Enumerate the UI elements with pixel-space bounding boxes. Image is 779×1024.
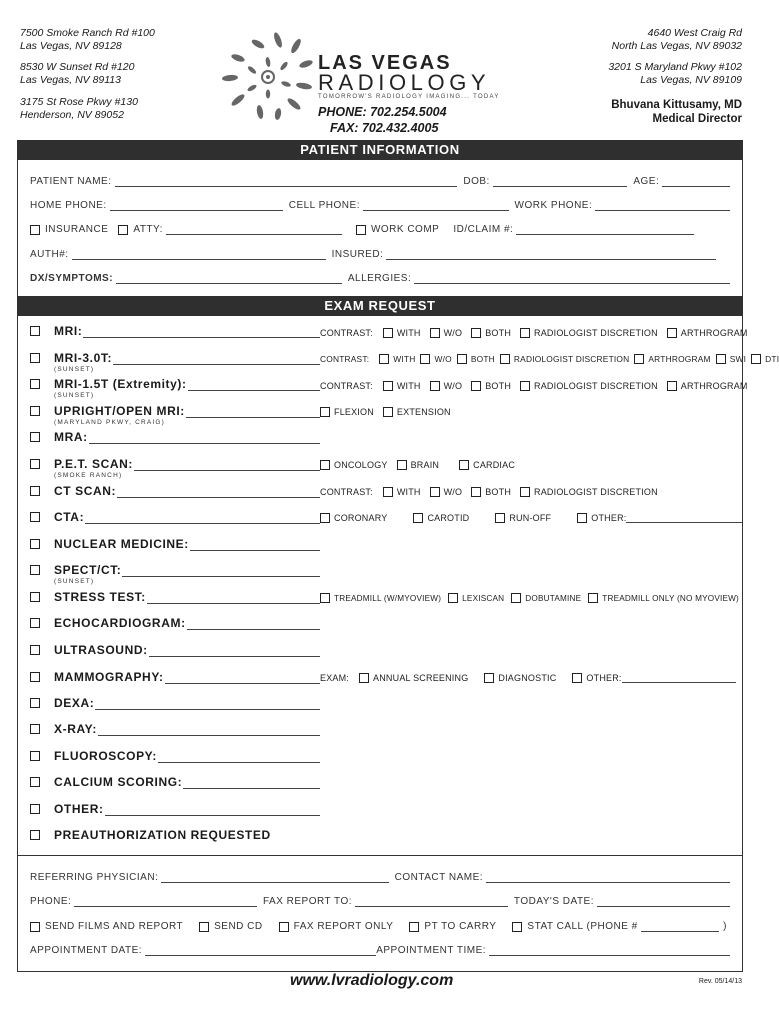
- address-smoke-ranch: 7500 Smoke Ranch Rd #100 Las Vegas, NV 89128: [20, 27, 155, 52]
- exam-request-header: EXAM REQUEST: [17, 296, 743, 316]
- diagnostic-checkbox[interactable]: [484, 673, 494, 683]
- both-checkbox[interactable]: [457, 354, 467, 364]
- exam-item: UPRIGHT/OPEN MRI:: [30, 402, 320, 418]
- mammography-other-field[interactable]: [622, 673, 736, 683]
- arthrogram-checkbox[interactable]: [667, 381, 677, 391]
- treadmill-myoview-checkbox[interactable]: [320, 593, 330, 603]
- exam-field[interactable]: [186, 406, 320, 418]
- las-vegas-radiology-logo-icon: [218, 30, 318, 120]
- address-sunset: 8530 W Sunset Rd #120 Las Vegas, NV 89113: [20, 61, 135, 86]
- with-checkbox[interactable]: [383, 328, 393, 338]
- id-claim-field[interactable]: [516, 225, 694, 235]
- exam-location-note: (SMOKE RANCH): [54, 472, 123, 479]
- exam-field[interactable]: [188, 379, 320, 391]
- with-checkbox[interactable]: [383, 381, 393, 391]
- exam-checkbox[interactable]: [30, 724, 40, 734]
- exam-checkbox[interactable]: [30, 432, 40, 442]
- exam-item: SPECT/CT:: [30, 561, 320, 577]
- flexion-checkbox[interactable]: [320, 407, 330, 417]
- exam-checkbox[interactable]: [30, 459, 40, 469]
- stat-call-phone-field[interactable]: [641, 922, 719, 932]
- brand-wordmark: LAS VEGAS RADIOLOGY TOMORROW'S RADIOLOGY IMAGING... TODAY: [318, 52, 500, 100]
- exam-checkbox[interactable]: [30, 512, 40, 522]
- revision-date: Rev. 05/14/13: [698, 978, 742, 985]
- preauthorization-checkbox[interactable]: [30, 830, 40, 840]
- exam-checkbox[interactable]: [30, 672, 40, 682]
- mri-3t-options: CONTRAST: WITH W/O BOTH RADIOLOGIST DISCRETION ARTHROGRAM SWI DTI: [320, 354, 779, 364]
- address-craig: 4640 West Craig Rd North Las Vegas, NV 89032: [611, 27, 742, 52]
- exam-item: MRI-1.5T (Extremity):: [30, 375, 320, 391]
- medical-director: Bhuvana Kittusamy, MD Medical Director: [611, 99, 742, 125]
- exam-item: MRA:: [30, 428, 320, 444]
- section-divider: [17, 855, 743, 856]
- both-checkbox[interactable]: [471, 381, 481, 391]
- mri-options: CONTRAST: WITH W/O BOTH RADIOLOGIST DISCRETION ARTHROGRAM: [320, 328, 748, 338]
- exam-checkbox[interactable]: [30, 751, 40, 761]
- exam-item: STRESS TEST:: [30, 588, 320, 604]
- exam-item: FLUOROSCOPY:: [30, 747, 320, 763]
- exam-checkbox[interactable]: [30, 406, 40, 416]
- radiologist-discretion-checkbox[interactable]: [500, 354, 510, 364]
- auth-row: AUTH#: INSURED:: [30, 246, 730, 260]
- exam-checkbox[interactable]: [30, 618, 40, 628]
- exam-field[interactable]: [147, 592, 320, 604]
- exam-checkbox[interactable]: [30, 645, 40, 655]
- exam-field[interactable]: [83, 326, 320, 338]
- exam-field[interactable]: [98, 724, 320, 736]
- exam-checkbox[interactable]: [30, 592, 40, 602]
- appointment-date-field[interactable]: [145, 946, 376, 956]
- auth-field[interactable]: [72, 250, 326, 260]
- home-phone-field[interactable]: [110, 201, 283, 211]
- exam-location-note: (MARYLAND PKWY, CRAIG): [54, 419, 166, 426]
- exam-checkbox[interactable]: [30, 486, 40, 496]
- exam-item: MRI:: [30, 322, 320, 338]
- without-checkbox[interactable]: [430, 487, 440, 497]
- send-films-checkbox[interactable]: [30, 922, 40, 932]
- appointment-time-field[interactable]: [489, 946, 730, 956]
- dobutamine-checkbox[interactable]: [511, 593, 521, 603]
- exam-checkbox[interactable]: [30, 353, 40, 363]
- insurance-row: INSURANCE ATTY: WORK COMP ID/CLAIM #:: [30, 221, 730, 235]
- cell-phone-field[interactable]: [363, 201, 509, 211]
- dx-row: DX/SYMPTOMS: ALLERGIES:: [30, 270, 730, 284]
- delivery-row: SEND FILMS AND REPORT SEND CD FAX REPORT ONLY PT TO CARRY STAT CALL (PHONE # ): [30, 918, 730, 932]
- preauthorization-item: PREAUTHORIZATION REQUESTED: [30, 826, 320, 842]
- exam-field[interactable]: [113, 353, 320, 365]
- oncology-checkbox[interactable]: [320, 460, 330, 470]
- upright-mri-options: FLEXION EXTENSION: [320, 405, 460, 419]
- swi-checkbox[interactable]: [716, 354, 726, 364]
- exam-location-note: (SUNSET): [54, 392, 95, 399]
- exam-item: P.E.T. SCAN:: [30, 455, 320, 471]
- contact-name-field[interactable]: [486, 873, 730, 883]
- other-checkbox[interactable]: [572, 673, 582, 683]
- exam-item: CT SCAN:: [30, 482, 320, 498]
- cta-options: CORONARY CAROTID RUN-OFF OTHER:: [320, 511, 742, 525]
- patient-name-row: PATIENT NAME: DOB: AGE:: [30, 173, 730, 187]
- work-phone-field[interactable]: [595, 201, 730, 211]
- exam-item: DEXA:: [30, 694, 320, 710]
- stat-call-checkbox[interactable]: [512, 922, 522, 932]
- exam-checkbox[interactable]: [30, 539, 40, 549]
- exam-checkbox[interactable]: [30, 379, 40, 389]
- exam-item: X-RAY:: [30, 720, 320, 736]
- without-checkbox[interactable]: [430, 328, 440, 338]
- exam-field[interactable]: [183, 777, 320, 789]
- exam-item: ECHOCARDIOGRAM:: [30, 614, 320, 630]
- carotid-checkbox[interactable]: [413, 513, 423, 523]
- patient-information-header: PATIENT INFORMATION: [17, 140, 743, 160]
- dti-checkbox[interactable]: [751, 354, 761, 364]
- allergies-field[interactable]: [414, 274, 730, 284]
- radiologist-discretion-checkbox[interactable]: [520, 487, 530, 497]
- mri-extremity-options: CONTRAST: WITH W/O BOTH RADIOLOGIST DISCRETION ARTHROGRAM: [320, 381, 748, 391]
- exam-field[interactable]: [95, 698, 320, 710]
- ct-options: CONTRAST: WITH W/O BOTH RADIOLOGIST DISCRETION: [320, 487, 658, 497]
- atty-checkbox[interactable]: [118, 225, 128, 235]
- referring-row: REFERRING PHYSICIAN: CONTACT NAME:: [30, 869, 730, 883]
- exam-checkbox[interactable]: [30, 777, 40, 787]
- exam-item: NUCLEAR MEDICINE:: [30, 535, 320, 551]
- exam-location-note: (SUNSET): [54, 366, 95, 373]
- referral-phone-row: PHONE: FAX REPORT TO: TODAY'S DATE:: [30, 893, 730, 907]
- other-checkbox[interactable]: [577, 513, 587, 523]
- coronary-checkbox[interactable]: [320, 513, 330, 523]
- exam-checkbox[interactable]: [30, 804, 40, 814]
- lexiscan-checkbox[interactable]: [448, 593, 458, 603]
- website-url: www.lvradiology.com: [290, 972, 454, 989]
- treadmill-only-checkbox[interactable]: [588, 593, 598, 603]
- exam-field[interactable]: [165, 672, 320, 684]
- insurance-checkbox[interactable]: [30, 225, 40, 235]
- exam-checkbox[interactable]: [30, 326, 40, 336]
- exam-field[interactable]: [187, 618, 320, 630]
- radiologist-discretion-checkbox[interactable]: [520, 328, 530, 338]
- exam-field[interactable]: [117, 486, 320, 498]
- age-field[interactable]: [662, 177, 730, 187]
- patient-name-field[interactable]: [115, 177, 458, 187]
- exam-item: CALCIUM SCORING:: [30, 773, 320, 789]
- arthrogram-checkbox[interactable]: [634, 354, 644, 364]
- address-maryland: 3201 S Maryland Pkwy #102 Las Vegas, NV 89109: [608, 61, 742, 86]
- exam-item: OTHER:: [30, 800, 320, 816]
- annual-screening-checkbox[interactable]: [359, 673, 369, 683]
- referral-phone-field[interactable]: [74, 897, 257, 907]
- exam-field[interactable]: [149, 645, 320, 657]
- exam-item: CTA:: [30, 508, 320, 524]
- without-checkbox[interactable]: [420, 354, 430, 364]
- fax-report-to-field[interactable]: [355, 897, 508, 907]
- pt-to-carry-checkbox[interactable]: [409, 922, 419, 932]
- exam-checkbox[interactable]: [30, 565, 40, 575]
- exam-item: MAMMOGRAPHY:: [30, 668, 320, 684]
- cardiac-checkbox[interactable]: [459, 460, 469, 470]
- run-off-checkbox[interactable]: [495, 513, 505, 523]
- with-checkbox[interactable]: [379, 354, 389, 364]
- exam-field[interactable]: [85, 512, 320, 524]
- pet-options: ONCOLOGY BRAIN CARDIAC: [320, 458, 524, 472]
- exam-item: ULTRASOUND:: [30, 641, 320, 657]
- mammography-options: EXAM: ANNUAL SCREENING DIAGNOSTIC OTHER:: [320, 671, 736, 685]
- exam-item: MRI-3.0T:: [30, 349, 320, 365]
- atty-field[interactable]: [166, 225, 342, 235]
- extension-checkbox[interactable]: [383, 407, 393, 417]
- radiologist-discretion-checkbox[interactable]: [520, 381, 530, 391]
- address-st-rose: 3175 St Rose Pkwy #130 Henderson, NV 89052: [20, 96, 138, 121]
- referring-physician-field[interactable]: [161, 873, 388, 883]
- fax-report-only-checkbox[interactable]: [279, 922, 289, 932]
- exam-field[interactable]: [158, 751, 320, 763]
- with-checkbox[interactable]: [383, 487, 393, 497]
- dx-symptoms-field[interactable]: [116, 274, 342, 284]
- dob-field[interactable]: [493, 177, 628, 187]
- contact-numbers: PHONE: 702.254.5004 FAX: 702.432.4005: [318, 105, 447, 135]
- without-checkbox[interactable]: [430, 381, 440, 391]
- exam-checkbox[interactable]: [30, 698, 40, 708]
- work-comp-checkbox[interactable]: [356, 225, 366, 235]
- form-frame: [17, 140, 743, 972]
- exam-field[interactable]: [134, 459, 320, 471]
- exam-field[interactable]: [190, 539, 320, 551]
- exam-field[interactable]: [89, 432, 320, 444]
- exam-field[interactable]: [122, 565, 320, 577]
- brain-checkbox[interactable]: [397, 460, 407, 470]
- insured-field[interactable]: [386, 250, 716, 260]
- both-checkbox[interactable]: [471, 328, 481, 338]
- cta-other-field[interactable]: [626, 513, 742, 523]
- both-checkbox[interactable]: [471, 487, 481, 497]
- todays-date-field[interactable]: [597, 897, 730, 907]
- phone-row: HOME PHONE: CELL PHONE: WORK PHONE:: [30, 197, 730, 211]
- stress-test-options: TREADMILL (W/MYOVIEW) LEXISCAN DOBUTAMINE TREADMILL ONLY (NO MYOVIEW): [320, 591, 739, 605]
- exam-field[interactable]: [105, 804, 320, 816]
- send-cd-checkbox[interactable]: [199, 922, 209, 932]
- arthrogram-checkbox[interactable]: [667, 328, 677, 338]
- exam-location-note: (SUNSET): [54, 578, 95, 585]
- appointment-row: APPOINTMENT DATE: APPOINTMENT TIME:: [30, 942, 730, 956]
